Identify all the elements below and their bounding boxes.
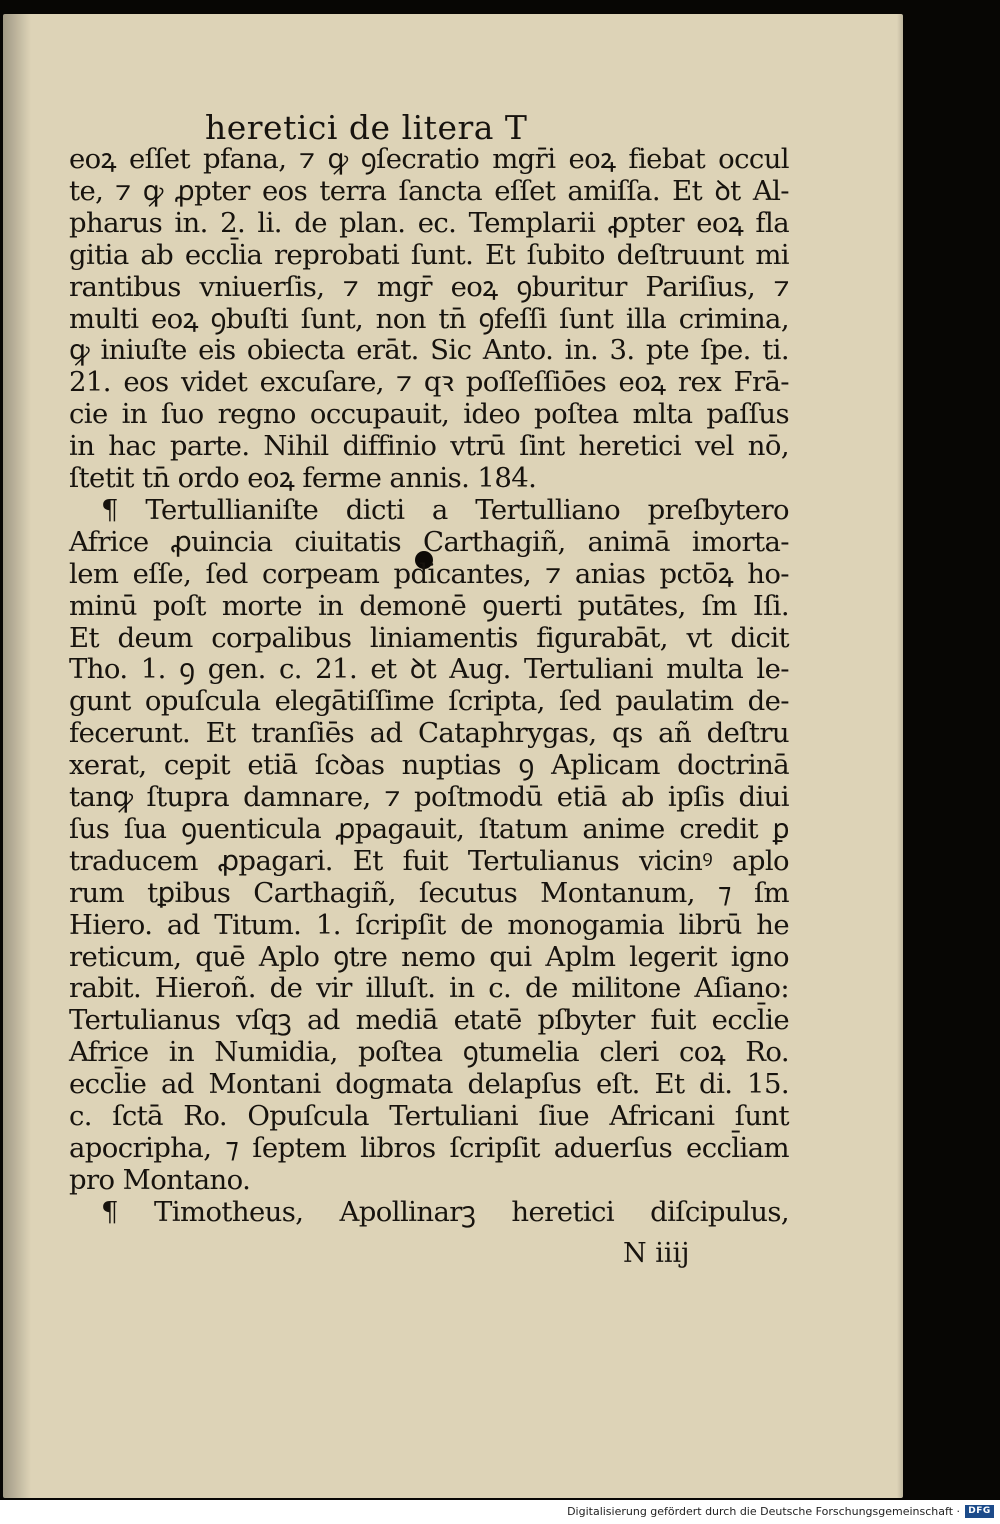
- text-line: ¶ Timotheus, Apollinarꝫ heretici diſcipulus,: [101, 1195, 789, 1228]
- footer-bar: [0, 1500, 1000, 1524]
- text-line: Tho. 1. ꝯ gen. c. 21. et ꝺt Aug. Tertuliani multa le-: [69, 653, 789, 686]
- text-line: Tertulianus vſqꝫ ad mediā etatē pſbyter fuit eccl̄ie: [69, 1004, 789, 1037]
- text-line: te, ⁊ ꝙ ꝓpter eos terra ſancta eſſet amiſſa. Et ꝺt Al-: [69, 174, 789, 207]
- text-line: pro Montano.: [69, 1163, 251, 1196]
- text-line: ſtetit tn̄ ordo eoꝝ ferme annis. 184.: [69, 462, 537, 494]
- text-line: pharus in. 2. li. de plan. ec. Templarii ꝓpter eoꝝ fla: [69, 206, 789, 239]
- text-line: apocripha, ⁊ ſeptem libros ſcripſit aduerſus eccl̄iam: [69, 1131, 789, 1164]
- text-line: eccl̄ie ad Montani dogmata delapſus eſt. Et di. 15.: [69, 1068, 789, 1101]
- text-line: multi eoꝝ ꝯbuſti ſunt, non tn̄ ꝯfeſſi ſunt illa crimina,: [69, 302, 789, 335]
- running-title: heretici de litera T: [205, 108, 528, 147]
- text-line: rum tꝑibus Carthagiñ, ſecutus Montanum, ⁊ ſm: [69, 876, 789, 909]
- text-line: Et deum corpalibus liniamentis figurabāt, vt dicit: [69, 621, 789, 654]
- text-line: Africe in Numidia, poſtea ꝯtumelia cleri coꝝ Ro.: [69, 1036, 789, 1069]
- text-line: rantibus vniuerſis, ⁊ mgr̄ eoꝝ ꝯburitur Pariſius, ⁊: [69, 270, 789, 303]
- text-line: ſus ſua ꝯuenticula ꝓpagauit, ſtatum anime credit ꝑ: [69, 812, 789, 845]
- book-page: [3, 14, 903, 1498]
- text-line: eoꝝ eſſet pfana, ⁊ ꝙ ꝯſecratio mgr̄i eoꝝ fiebat occul: [69, 143, 789, 175]
- text-line: fecerunt. Et tranſiēs ad Cataphrygas, qs añ deſtru: [69, 717, 789, 750]
- text-line: gitia ab eccl̄ia reprobati ſunt. Et ſubito deſtruunt mi: [69, 238, 789, 271]
- text-block: [3, 14, 903, 1498]
- text-line: Hiero. ad Titum. 1. ſcripſit de monogamia librū he: [69, 908, 789, 941]
- funding-credit: Digitalisierung gefördert durch die Deutsche Forschungsgemeinschaft ·: [567, 1505, 960, 1518]
- text-line: traducem ꝓpagari. Et fuit Tertulianus vicinꝰ aplo: [69, 844, 789, 877]
- text-line: gunt opuſcula elegātiſſime ſcripta, ſed paulatim de-: [69, 685, 789, 718]
- text-line: cie in ſuo regno occupauit, ideo poſtea mlta paſſus: [69, 398, 789, 431]
- text-line: reticum, quē Aplo ꝯtre nemo qui Aplm legerit igno: [69, 940, 789, 973]
- text-line: Africe ꝓuincia ciuitatis Carthagiñ, animā imorta-: [69, 525, 789, 558]
- text-line: c. ſctā Ro. Opuſcula Tertuliani ſiue Africani ſunt: [69, 1100, 789, 1132]
- text-line: rabit. Hieroñ. de vir illuſt. in c. de militone Aſiano:: [69, 972, 789, 1005]
- text-line: lem eſſe, ſed corpeam pdicantes, ⁊ anias pctōꝝ ho-: [69, 557, 789, 590]
- text-line: tanꝙ ſtupra damnare, ⁊ poſtmodū etiā ab ipſis diui: [69, 781, 789, 813]
- dfg-logo: DFG: [965, 1505, 994, 1518]
- text-line: minū poſt morte in demonē ꝯuerti putātes, ſm Iſi.: [69, 589, 789, 622]
- text-line: in hac parte. Nihil diffinio vtrū ſint heretici vel nō,: [69, 430, 789, 463]
- text-line: 21. eos videt excuſare, ⁊ qꝛ poſſeſſiōes eoꝝ rex Frā-: [69, 366, 789, 399]
- signature-mark: N iiij: [623, 1238, 690, 1269]
- text-line: xerat, cepit etiā ſcꝺas nuptias ꝯ Aplicam doctrinā: [69, 749, 789, 782]
- text-line: ¶ Tertullianiſte dicti a Tertulliano preſbytero: [101, 493, 789, 526]
- text-line: ꝙ iniuſte eis obiecta erāt. Sic Anto. in. 3. pte ſpe. ti.: [69, 334, 789, 367]
